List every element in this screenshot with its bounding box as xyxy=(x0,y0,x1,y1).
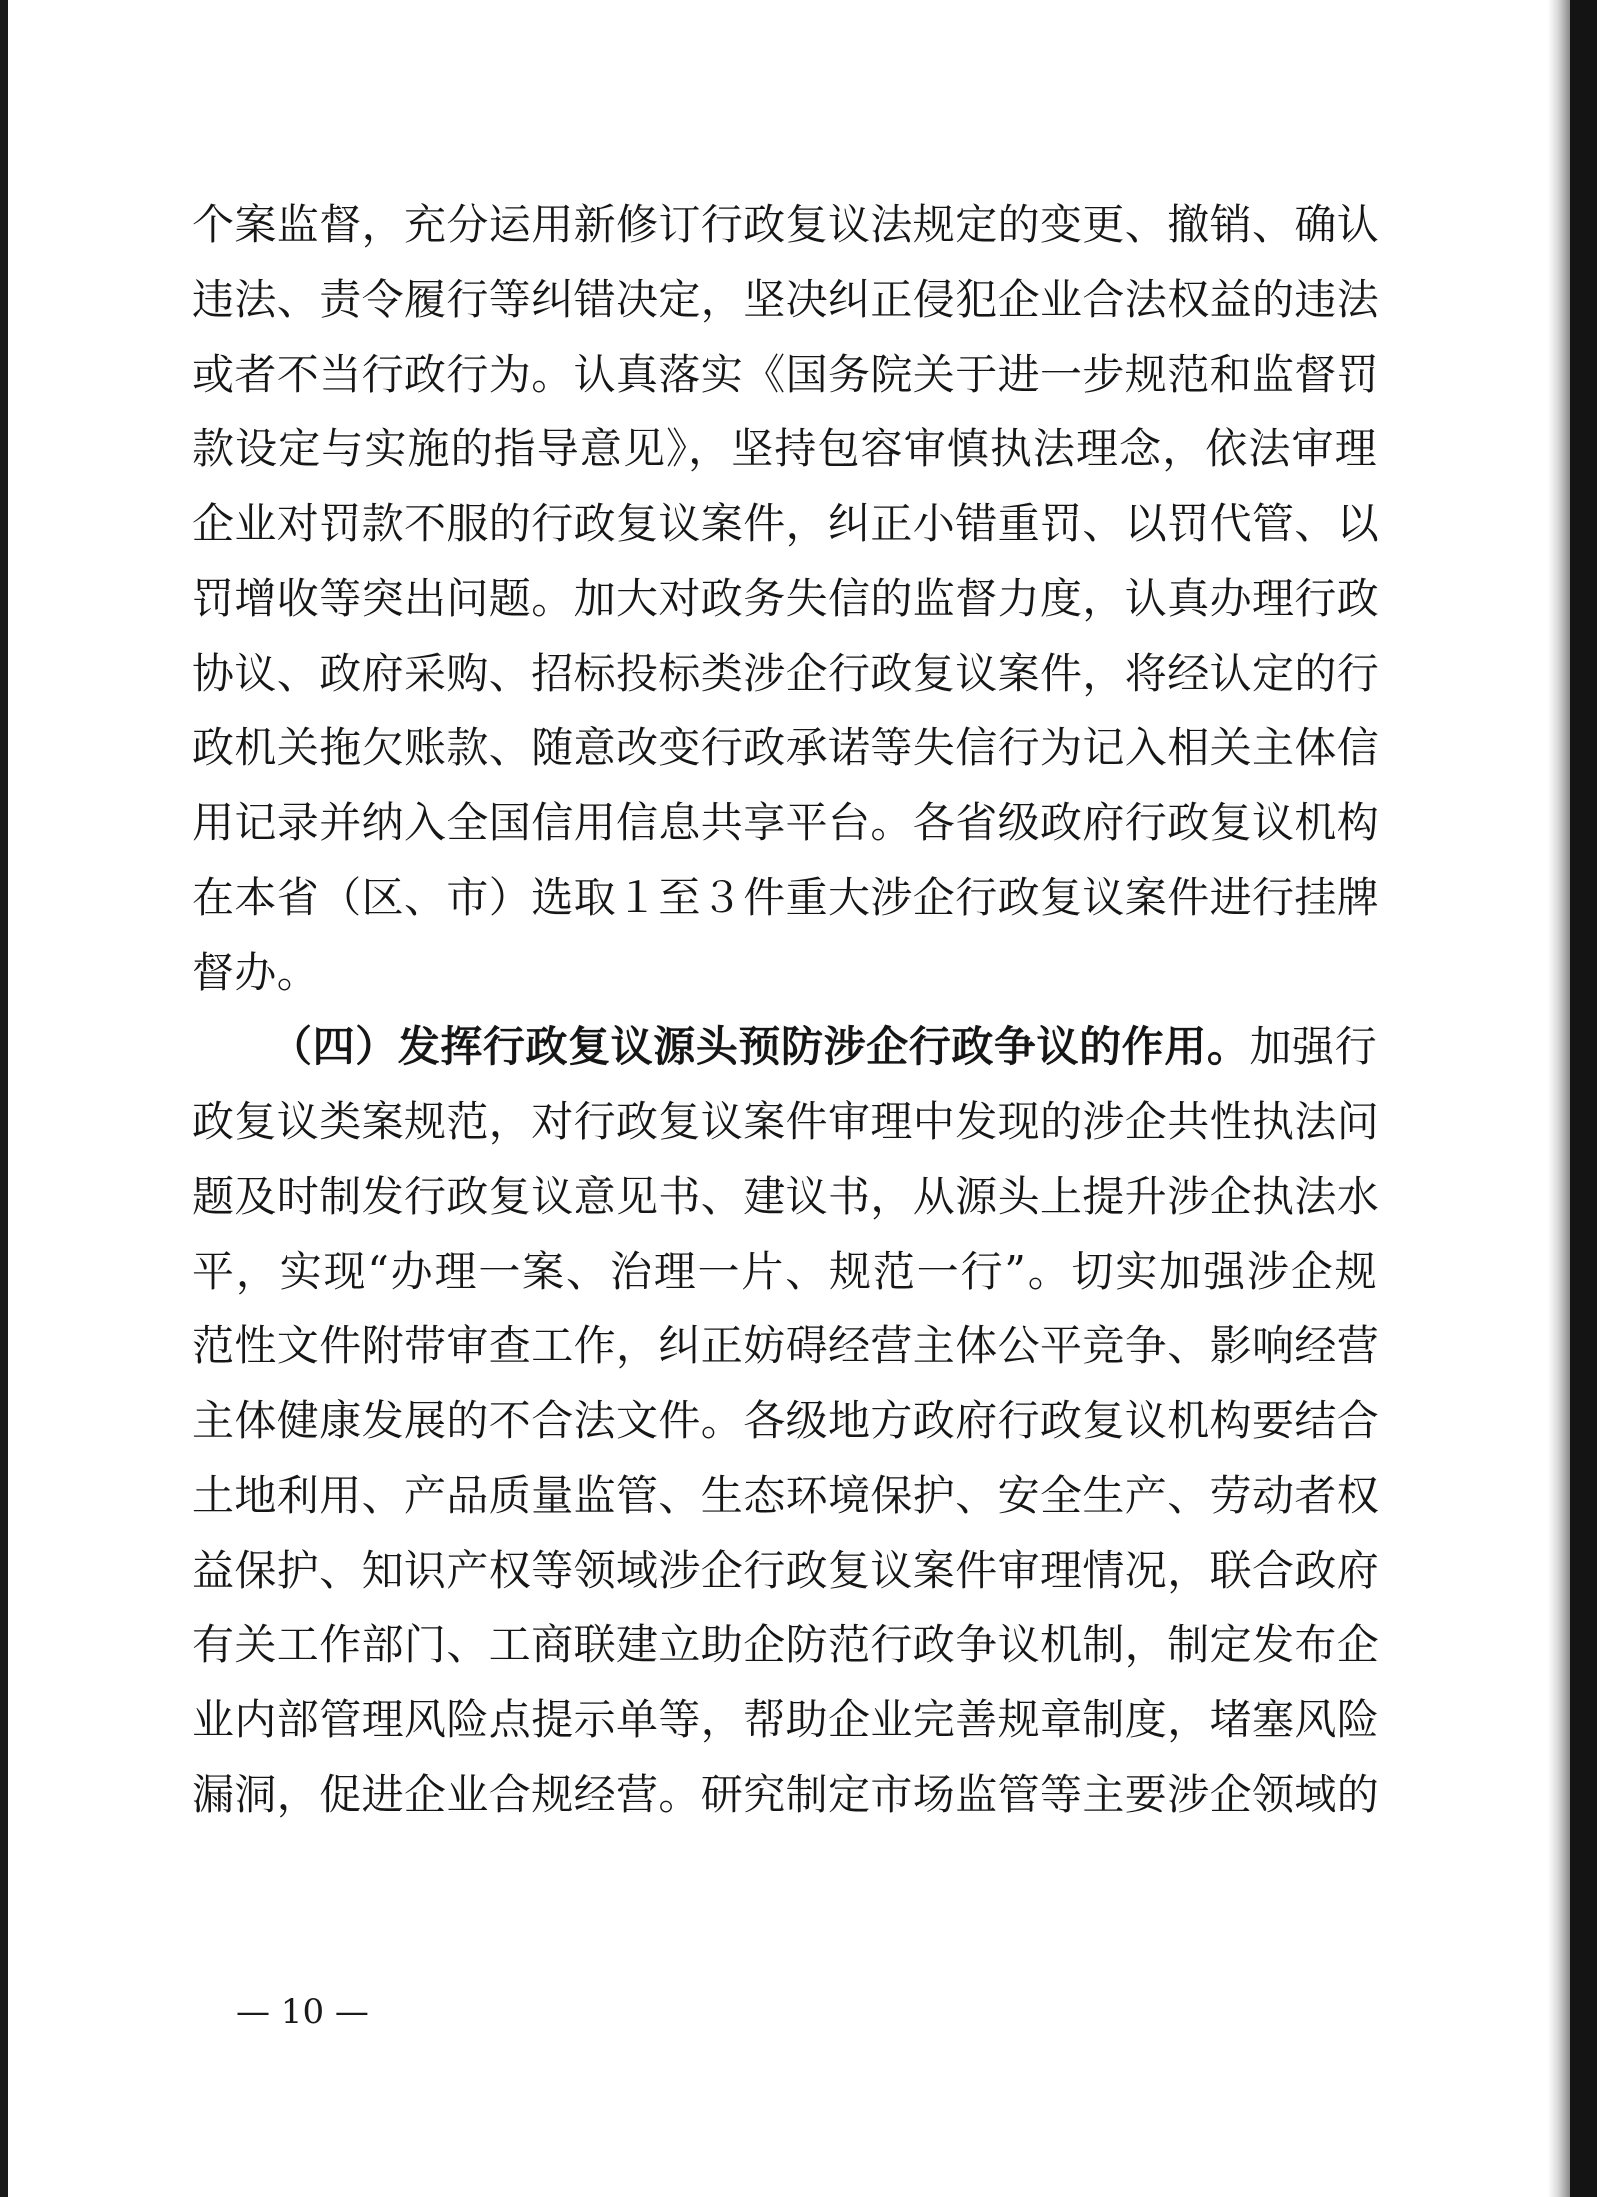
text-line: 违法、责令履行等纠错决定，坚决纠正侵犯企业合法权益的违法 xyxy=(192,274,1380,324)
text-line: 或者不当行政行为。认真落实《国务院关于进一步规范和监督罚 xyxy=(192,349,1380,399)
text-line: 政复议类案规范，对行政复议案件审理中发现的涉企共性执法问 xyxy=(192,1097,1380,1146)
text-line: 款设定与实施的指导意见》，坚持包容审慎执法理念，依法审理 xyxy=(192,424,1377,474)
text-line: 个案监督，充分运用新修订行政复议法规定的变更、撤销、确认 xyxy=(192,200,1380,249)
text-line: 有关工作部门、工商联建立助企防范行政争议机制，制定发布企 xyxy=(192,1620,1380,1670)
text-line: 企业对罚款不服的行政复议案件，纠正小错重罚、以罚代管、以 xyxy=(192,499,1380,548)
text-line: 在本省（区、市）选取１至３件重大涉企行政复议案件进行挂牌 xyxy=(192,872,1380,922)
text-line: 督办。 xyxy=(192,947,320,997)
text-line: 业内部管理风险点提示单等，帮助企业完善规章制度，堵塞风险 xyxy=(192,1695,1380,1744)
text-line: 范性文件附带审查工作，纠正妨碍经营主体公平竞争、影响经营 xyxy=(192,1321,1380,1371)
text-line: 题及时制发行政复议意见书、建议书，从源头上提升涉企执法水 xyxy=(192,1171,1380,1221)
text-line: 平，实现“办理一案、治理一片、规范一行”。切实加强涉企规 xyxy=(192,1246,1377,1296)
section-heading: （四）发挥行政复议源头预防涉企行政争议的作用。 xyxy=(270,1022,1250,1072)
paragraph-1 xyxy=(192,188,1380,1010)
scan-right-shadow xyxy=(1548,0,1570,2197)
text-line: 用记录并纳入全国信用信息共享平台。各省级政府行政复议机构 xyxy=(192,798,1380,847)
text-line: 协议、政府采购、招标投标类涉企行政复议案件，将经认定的行 xyxy=(192,648,1380,698)
document-body xyxy=(192,188,1380,1833)
text-line: 益保护、知识产权等领域涉企行政复议案件审理情况，联合政府 xyxy=(192,1545,1380,1595)
scan-right-edge xyxy=(1570,0,1597,2197)
page-number: — 10 — xyxy=(236,1992,369,2032)
text-line: 罚增收等突出问题。加大对政务失信的监督力度，认真办理行政 xyxy=(192,573,1380,623)
text-line: 土地利用、产品质量监管、生态环境保护、安全生产、劳动者权 xyxy=(192,1470,1380,1520)
scan-left-edge xyxy=(0,0,8,2197)
paragraph-2 xyxy=(192,1010,1380,1832)
section-heading-line xyxy=(192,1010,1377,1085)
text-line: 主体健康发展的不合法文件。各级地方政府行政复议机构要结合 xyxy=(192,1396,1380,1445)
text-line: 漏洞，促进企业合规经营。研究制定市场监管等主要涉企领域的 xyxy=(192,1769,1380,1819)
text-line: 政机关拖欠账款、随意改变行政承诺等失信行为记入相关主体信 xyxy=(192,723,1380,773)
heading-line-rest: 加强行 xyxy=(1249,1022,1378,1072)
